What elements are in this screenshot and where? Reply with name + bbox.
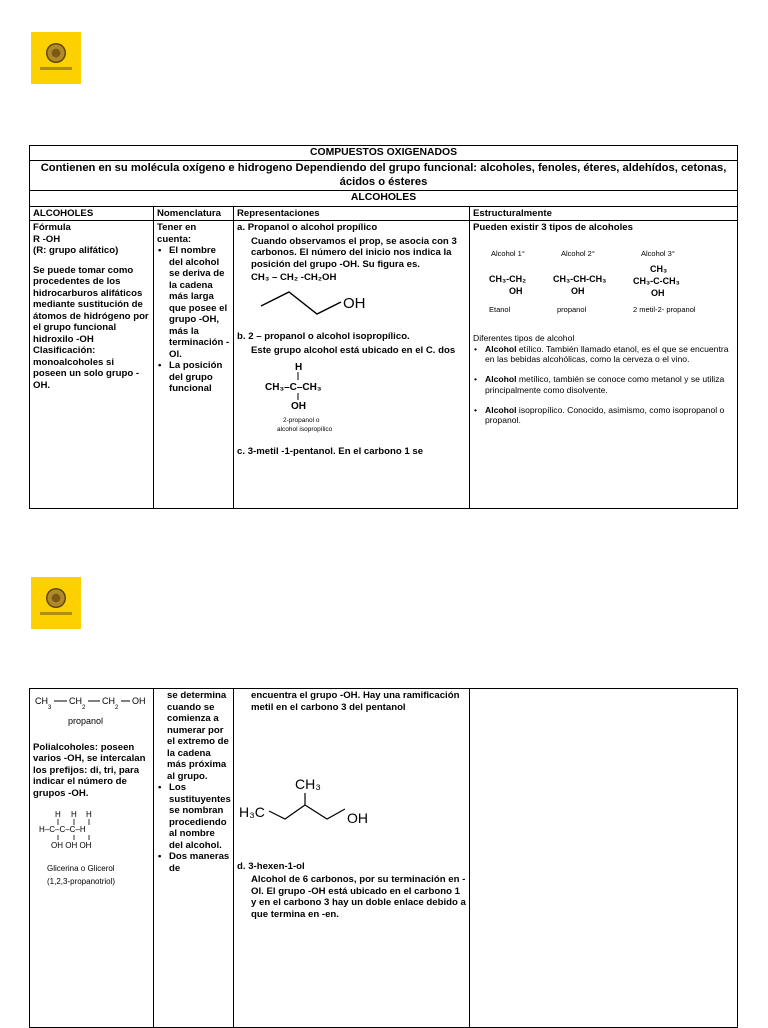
svg-text:OH: OH [132,696,146,706]
alcohols-table-page2 [29,688,738,1028]
svg-text:Alcohol 3°: Alcohol 3° [641,248,675,258]
estructuralmente-cell-cont [470,689,738,1028]
svg-text:H: H [86,810,92,819]
svg-text:CH₃-C-CH₃: CH₃-C-CH₃ [633,275,680,286]
list-item: • Alcohol metílico, también se conoce como metanol y se utiliza principalmente como disolvente. [483,374,734,395]
document-heading: COMPUESTOS OXIGENADOS [30,146,738,161]
col-header-representaciones: Representaciones [234,206,470,221]
svg-text:CH₃: CH₃ [295,776,321,792]
svg-text:Alcohol 1°: Alcohol 1° [491,248,525,258]
svg-text:CH: CH [35,696,48,706]
svg-text:CH₃-CH-CH₃: CH₃-CH-CH₃ [553,273,607,284]
col-header-nomenclatura: Nomenclatura [154,206,234,221]
list-item: • Los sustituyentes se nombran procediendo al nombre del alcohol. [167,782,230,851]
svg-text:OH: OH [651,287,665,298]
svg-text:CH₃-CH₂: CH₃-CH₂ [489,273,527,284]
nomenclatura-cell: Tener en cuenta: • El nombre del alcohol se deriva de la cadena más larga que posee el grupo -OH, más la terminación -Ol. • La posición del grupo funcional [154,221,234,509]
svg-text:2: 2 [115,705,119,711]
representaciones-cell: a. Propanol o alcohol propílico Cuando observamos el prop, se asocia con 3 carbonos. El número del inicio nos indica la posición del grupo -OH. Su figura es. CH₃ – CH₂ -CH₂OH OH b. 2 – propanol o alcohol isopropílico. Este grupo alcohol está ubicado en el C. dos H CH₃–C–CH₃ OH 2-propanol o alcohol isopropílico c. 3-metil -1-pentanol. En el carbono 1 se [234,221,470,509]
svg-text:OH: OH [347,810,368,826]
alcoholes-cell-cont: CH 3 CH 2 CH 2 OH propanol Polialcoholes: poseen varios -OH, se intercalan los prefijos: di, tri, para indicar el número de grupos -OH. H H H H–C–C–C–H OH OH OH Glicerina o Glicerol (1,2,3-propanotriol) [30,689,154,1028]
alcohol-types-diagram [473,234,733,322]
svg-text:Glicerina o Glicerol: Glicerina o Glicerol [47,864,115,873]
svg-text:propanol: propanol [557,304,587,314]
svg-text:OH: OH [509,285,523,296]
svg-text:2 metil-2- propanol: 2 metil-2- propanol [633,304,696,314]
svg-text:2-propanol o: 2-propanol o [283,417,320,425]
list-item: • La posición del grupo funcional [167,360,230,395]
svg-text:H: H [55,810,61,819]
svg-text:CH: CH [102,696,115,706]
svg-text:propanol: propanol [68,716,104,726]
intro-text: Contienen en su molécula oxígeno e hidrogeno Dependiendo del grupo funcional: alcoholes, fenoles, éteres, aldehídos, cetonas, ácidos o ésteres [30,161,738,191]
svg-text:alcohol isopropílico: alcohol isopropílico [277,426,333,434]
col-header-estructuralmente: Estructuralmente [470,206,738,221]
propanol-skeletal-diagram [237,286,457,326]
svg-text:H: H [295,362,303,374]
col-header-alcoholes: ALCOHOLES [30,206,154,221]
svg-text:OH: OH [291,401,306,413]
svg-text:H: H [71,810,77,819]
svg-text:Alcohol 2°: Alcohol 2° [561,248,595,258]
glycerol-diagram [33,799,151,895]
list-item: • Dos maneras de [167,851,230,874]
svg-text:CH₃: CH₃ [650,263,668,274]
svg-text:Etanol: Etanol [489,304,511,314]
list-item: • Alcohol isopropílico. Conocido, asimismo, como isopropanol o propanol. [483,405,734,426]
alcohols-table-page1 [29,145,738,509]
section-title: ALCOHOLES [30,191,738,206]
alcoholes-cell: Fórmula R -OH (R: grupo alifático) Se puede tomar como procedentes de los hidrocarburos alifáticos mediante sustitución de átomos de hidrógeno por el grupo funcional hidroxilo -OH Clasificación: monoalcoholes si poseen un solo grupo -OH. [30,221,154,509]
estructuralmente-cell: Pueden existir 3 tipos de alcoholes Alcohol 1° Alcohol 2° Alcohol 3° CH₃-CH₂ OH CH₃-CH-CH₃ OH CH₃ CH₃-C-CH₃ OH Etanol propanol 2 metil-2- propanol Diferentes tipos de alcohol • Alcohol etílico. También llamado etanol, es el que se encuentra en las bebidas alcohólicas, como la cerveza o el vino. • Alcohol metílico, también se conoce como metanol y se utiliza principalmente como disolvente. • Alcohol isopropílico. Conocido, asimismo, como isopropanol o propanol. [470,221,738,509]
svg-text:(1,2,3-propanotriol): (1,2,3-propanotriol) [47,877,116,886]
university-logo [31,32,81,84]
representaciones-cell-cont: encuentra el grupo -OH. Hay una ramificación metil en el carbono 3 del pentanol CH₃ H₃C OH d. 3-hexen-1-ol Alcohol de 6 carbonos, por su terminación en -Ol. El grupo -OH está ubicado en el carbono 1 y en el carbono 3 hay un doble enlace debido a que termina en -en. [234,689,470,1028]
list-item: • El nombre del alcohol se deriva de la cadena más larga que posee el grupo -OH, más la terminación -Ol. [167,245,230,360]
svg-text:3: 3 [48,705,52,711]
isopropanol-diagram [237,358,457,440]
nomenclatura-cell-cont: se determina cuando se comienza a numerar por el extremo de la cadena más próxima al grupo. • Los sustituyentes se nombran procediendo al nombre del alcohol. • Dos maneras de [154,689,234,1028]
svg-text:H–C–C–C–H: H–C–C–C–H [39,825,86,834]
list-item: • Alcohol etílico. También llamado etanol, es el que se encuentra en las bebidas alcohólicas, como la cerveza o el vino. [483,344,734,365]
university-logo [31,577,81,629]
seal-icon [46,588,66,608]
3-metil-1-pentanol-diagram [237,775,397,835]
svg-text:OH OH OH: OH OH OH [51,841,92,850]
svg-text:OH: OH [343,294,366,312]
svg-text:CH: CH [69,696,82,706]
propanol-chain-diagram [33,690,151,730]
svg-text:2: 2 [82,705,86,711]
svg-text:H₃C: H₃C [239,804,265,820]
seal-icon [46,43,66,63]
svg-text:OH: OH [571,285,585,296]
svg-text:CH₃–C–CH₃: CH₃–C–CH₃ [265,382,322,394]
